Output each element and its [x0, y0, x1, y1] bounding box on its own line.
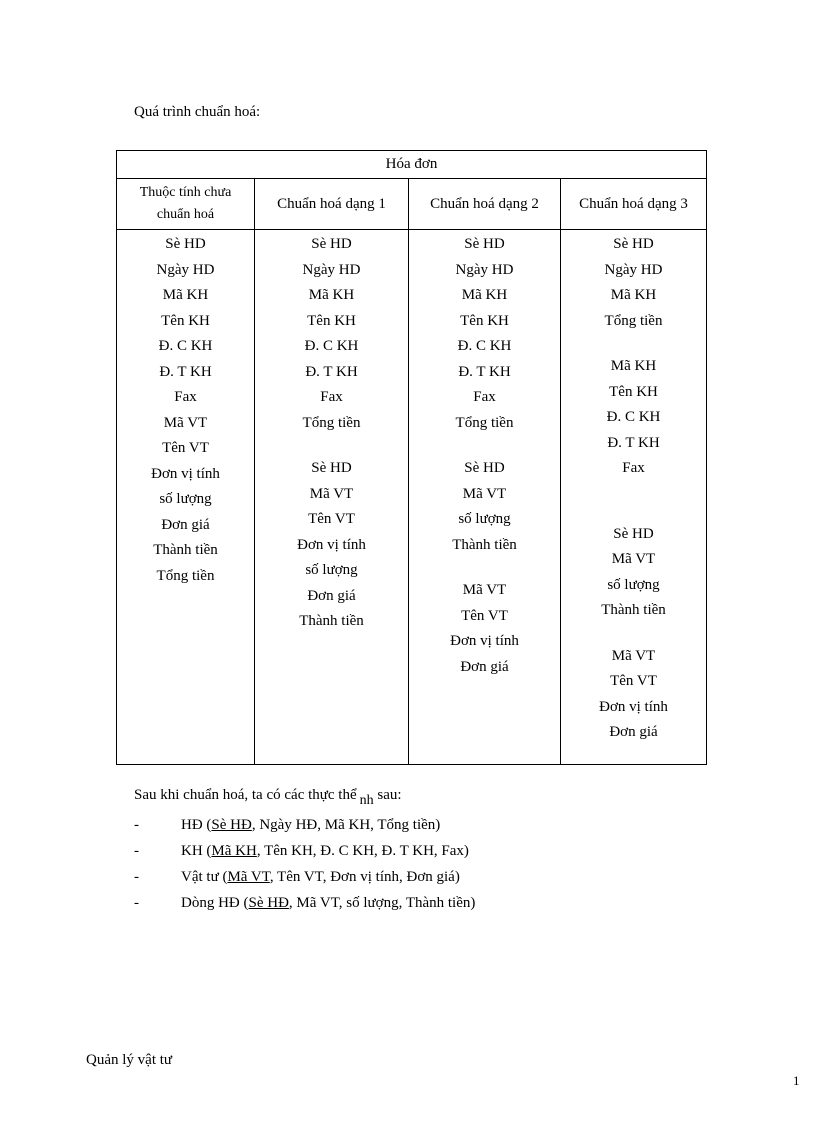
entity-key: Sè HĐ — [248, 895, 289, 911]
attribute-cell-text: Mã VT — [309, 485, 354, 502]
entity-attrs: , Ngày HĐ, Mã KH, Tổng tiền) — [251, 817, 441, 833]
bullet-dash: - — [134, 869, 139, 885]
attribute-cell-text: Mã KH — [610, 287, 657, 303]
attribute-cell-text: Mã VT — [163, 414, 208, 431]
attribute-cell-text: số lượng — [305, 562, 358, 578]
attribute-cell-text: Đ. C KH — [457, 338, 512, 354]
attribute-cell-text: Mã VT — [611, 647, 656, 664]
footer-doc-title: Quản lý vật tư — [86, 1052, 173, 1068]
attribute-cell-text: Sè HD — [311, 460, 352, 476]
attribute-cell-text: Đơn vị tính — [151, 465, 220, 482]
attribute-cell-text: Tổng tiền — [302, 414, 361, 431]
header-unnormalized — [117, 179, 255, 230]
attribute-cell-text: Tên KH — [609, 383, 658, 400]
attribute-cell-text: Tên VT — [162, 440, 209, 456]
bullet-dash: - — [134, 895, 139, 911]
attribute-cell-text: Thành tiền — [153, 542, 218, 558]
attribute-cell-text: Sè HD — [165, 236, 206, 252]
attribute-cell-text: Sè HD — [311, 236, 352, 252]
attribute-cell-text: Đ. T KH — [159, 363, 212, 380]
attribute-cell-text: Mã KH — [162, 287, 209, 303]
column-2nf — [409, 230, 561, 765]
attribute-cell-text: Mã KH — [308, 287, 355, 303]
attribute-cell-text: Tên KH — [307, 312, 356, 329]
entity-name: Vật tư ( — [181, 869, 228, 885]
attribute-cell-text: Đ. C KH — [606, 409, 661, 425]
attribute-cell-text: Đ. T KH — [458, 363, 511, 380]
entity-attrs: , Mã VT, số lượng, Thành tiền) — [288, 895, 476, 911]
attribute-cell-text: Tổng tiền — [156, 567, 215, 584]
entity-attrs: , Tên VT, Đơn vị tính, Đơn giá) — [269, 869, 460, 885]
attribute-cell-text: Tổng tiền — [455, 414, 514, 431]
attribute-cell-text: Fax — [174, 389, 197, 405]
attribute-cell-text: Mã KH — [610, 358, 657, 374]
attribute-cell-text: Đ. C KH — [158, 338, 213, 354]
attribute-cell-text: Thành tiền — [452, 536, 517, 553]
attribute-cell-text: Đ. T KH — [607, 434, 660, 451]
column-1nf — [255, 230, 409, 765]
attribute-cell-text: Sè HD — [613, 525, 654, 542]
attribute-cell-text: số lượng — [159, 491, 212, 507]
attribute-cell-text: Đơn giá — [307, 587, 356, 604]
attribute-cell-text: Ngày HD — [604, 261, 663, 278]
attribute-cell-text: Ngày HD — [156, 261, 215, 278]
entities-intro — [134, 787, 402, 808]
header-line: Thuộc tính chưa — [139, 185, 232, 200]
attribute-cell-text: Tên KH — [460, 312, 509, 329]
entity-key: Sè HĐ — [211, 817, 252, 833]
column-unnormalized — [117, 230, 255, 765]
attribute-cell-text: Tổng tiền — [604, 312, 663, 329]
header-3nf: Chuẩn hoá dạng 3 — [561, 179, 707, 230]
entity-attrs: , Tên KH, Đ. C KH, Đ. T KH, Fax) — [256, 843, 469, 859]
table-title: Hóa đơn — [117, 151, 707, 179]
bullet-dash: - — [134, 843, 139, 859]
header-line: chuẩn hoá — [156, 207, 215, 222]
entity-name: KH ( — [181, 843, 212, 859]
attribute-cell-text: Ngày HD — [455, 261, 514, 278]
attribute-cell-text: Tên VT — [308, 511, 355, 527]
attribute-cell-text: Tên KH — [161, 312, 210, 329]
attribute-cell-text: Đơn giá — [161, 516, 210, 533]
attribute-cell-text: Tên VT — [461, 607, 508, 624]
attribute-cell-text: Sè HD — [464, 236, 505, 252]
intro-sub: nh — [359, 793, 374, 808]
attribute-cell-text: Sè HD — [613, 236, 654, 252]
attribute-cell-text: Đơn vị tính — [297, 536, 366, 553]
header-2nf: Chuẩn hoá dạng 2 — [409, 179, 561, 230]
attribute-cell-text: số lượng — [607, 576, 660, 593]
entity-key: Mã KH — [211, 843, 257, 859]
attribute-cell-text: số lượng — [458, 511, 511, 527]
attribute-cell-text: Mã VT — [611, 551, 656, 567]
attribute-cell-text: Fax — [622, 460, 645, 476]
attribute-cell-text: Tên VT — [610, 673, 657, 689]
page-number: 1 — [793, 1073, 800, 1088]
attribute-cell-text: Đơn giá — [460, 658, 509, 675]
attribute-cell-text: Fax — [473, 389, 496, 405]
attribute-cell-text: Đơn vị tính — [450, 633, 519, 649]
attribute-cell-text: Mã VT — [462, 582, 507, 598]
attribute-cell-text: Đ. C KH — [304, 338, 359, 354]
intro-tail: sau: — [377, 787, 402, 803]
bullet-dash: - — [134, 817, 139, 833]
attribute-cell-text: Ngày HD — [302, 261, 361, 278]
entity-key: Mã VT — [227, 869, 270, 885]
section-heading: Quá trình chuẩn hoá: — [134, 104, 261, 120]
attribute-cell-text: Đơn giá — [609, 724, 658, 740]
attribute-cell-text: Mã VT — [462, 485, 507, 502]
column-3nf — [561, 230, 707, 765]
header-1nf: Chuẩn hoá dạng 1 — [255, 179, 409, 230]
attribute-cell-text: Mã KH — [461, 287, 508, 303]
intro-text: Sau khi chuẩn hoá, ta có các thực thể — [134, 787, 357, 803]
attribute-cell-text: Sè HD — [464, 460, 505, 476]
entity-name: Dòng HĐ ( — [181, 895, 249, 911]
attribute-cell-text: Thành tiền — [601, 602, 666, 618]
attribute-cell-text: Fax — [320, 389, 343, 405]
entity-name: HĐ ( — [181, 817, 212, 833]
normalization-table — [116, 150, 707, 765]
attribute-cell-text: Đơn vị tính — [599, 698, 668, 715]
attribute-cell-text: Đ. T KH — [305, 363, 358, 380]
attribute-cell-text: Thành tiền — [299, 613, 364, 629]
